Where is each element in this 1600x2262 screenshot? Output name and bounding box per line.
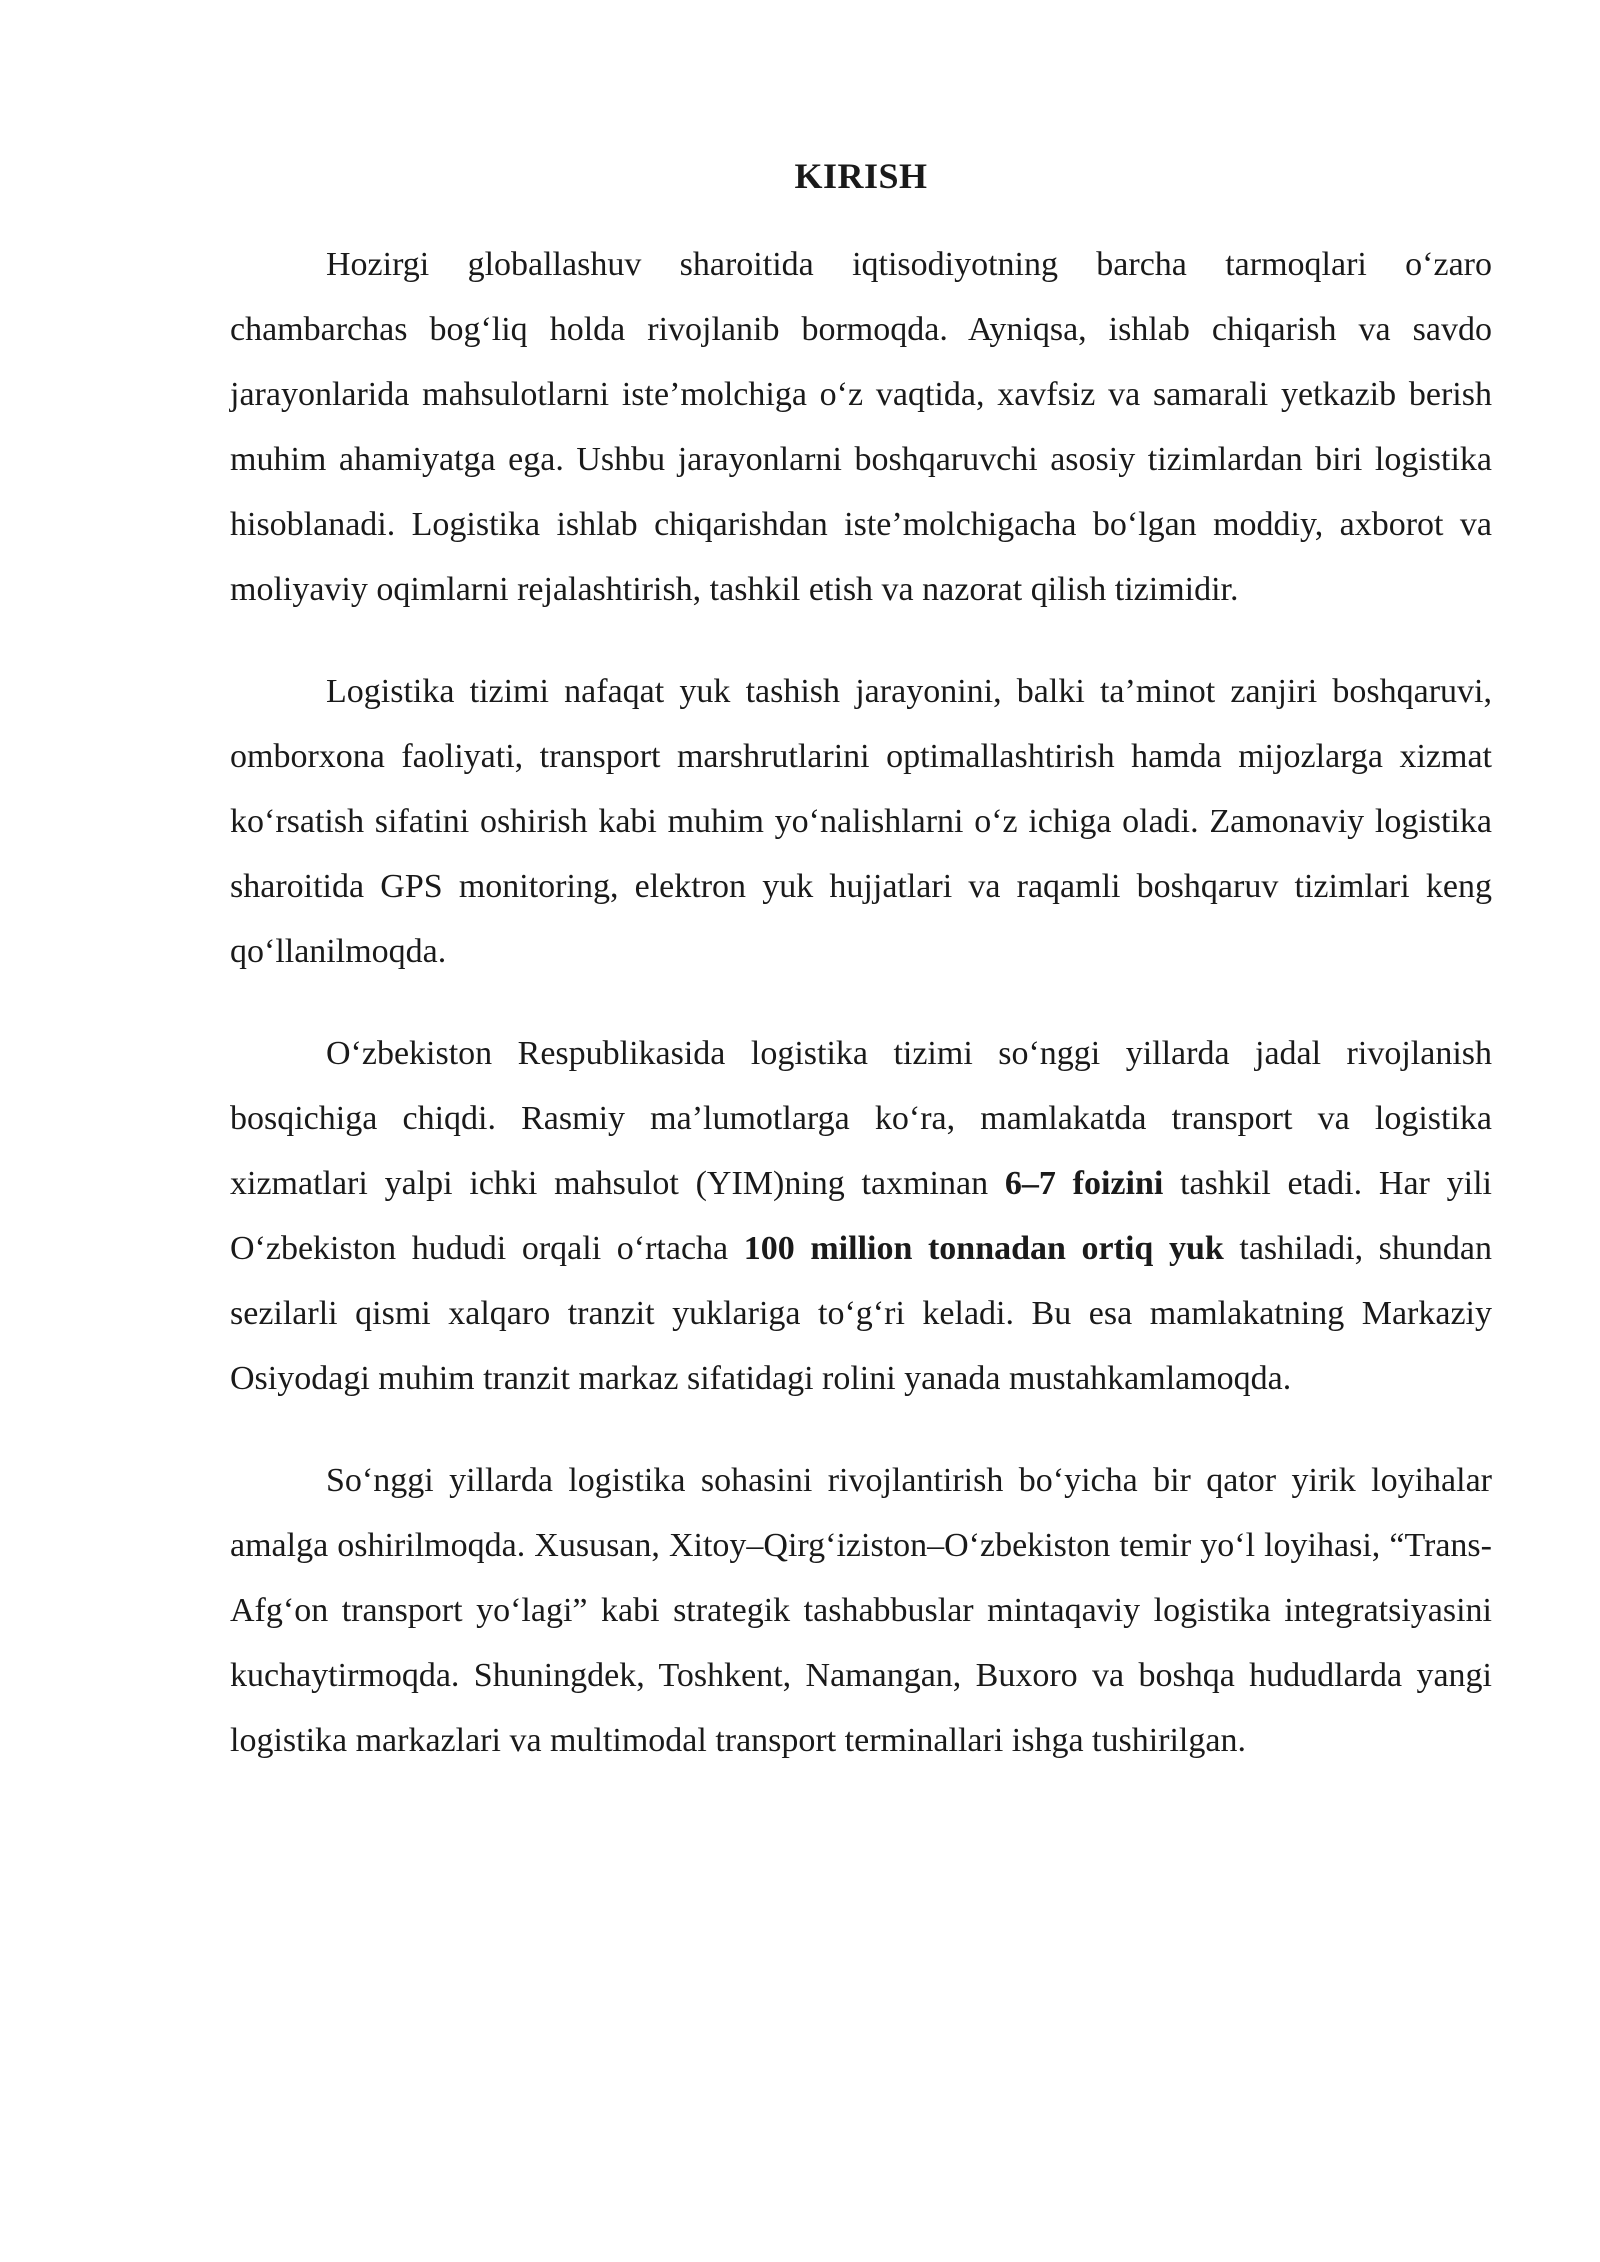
bold-text: 6–7 foizini — [1004, 1165, 1164, 1202]
body-paragraph-1 — [230, 232, 1492, 622]
paragraph-text: tashkil etadi. Har yili O‘zbekiston hududi orqali o‘rtacha — [230, 1165, 1492, 1267]
paragraph-text: Hozirgi globallashuv sharoitida iqtisodiyotning barcha tarmoqlari o‘zaro chambarchas bog‘liq holda rivojlanib bormoqda. Ayniqsa, ishlab chiqarish va savdo jarayonlarida mahsulotlarni iste’molchiga o‘z vaqtida, xavfsiz va samarali yetkazib berish muhim ahamiyatga ega. Ushbu jarayonlarni boshqaruvchi asosiy tizimlardan biri logistika hisoblanadi. Logistika ishlab chiqarishdan iste’molchigacha bo‘lgan moddiy, axborot va moliyaviy oqimlarni rejalashtirish, tashkil etish va nazorat qilish tizimidir. — [230, 246, 1492, 608]
paragraph-text: Logistika tizimi nafaqat yuk tashish jarayonini, balki ta’minot zanjiri boshqaruvi, omborxona faoliyati, transport marshrutlarini optimallashtirish hamda mijozlarga xizmat ko‘rsatish sifatini oshirish kabi muhim yo‘nalishlarni o‘z ichiga oladi. Zamonaviy logistika sharoitida GPS monitoring, elektron yuk hujjatlari va raqamli boshqaruv tizimlari keng qo‘llanilmoqda. — [230, 673, 1492, 970]
body-paragraph-3 — [230, 1021, 1492, 1411]
paragraph-text: O‘zbekiston Respublikasida logistika tizimi so‘nggi yillarda jadal rivojlanish bosqichiga chiqdi. Rasmiy ma’lumotlarga ko‘ra, mamlakatda transport va logistika xizmatlari yalpi ichki mahsulot (YIM)ning taxminan — [230, 1035, 1492, 1202]
body-paragraph-2 — [230, 659, 1492, 984]
body-paragraph-4 — [230, 1448, 1492, 1773]
document-body — [230, 232, 1492, 1773]
paragraph-text: So‘nggi yillarda logistika sohasini rivojlantirish bo‘yicha bir qator yirik loyihalar amalga oshirilmoqda. Xususan, Xitoy–Qirg‘iziston–O‘zbekiston temir yo‘l loyihasi, “Trans-Afg‘on transport yo‘lagi” kabi strategik tashabbuslar mintaqaviy logistika integratsiyasini kuchaytirmoqda. Shuningdek, Toshkent, Namangan, Buxoro va boshqa hududlarda yangi logistika markazlari va multimodal transport terminallari ishga tushirilgan. — [230, 1462, 1492, 1759]
paragraph-text: tashiladi, shundan sezilarli qismi xalqaro tranzit yuklariga to‘g‘ri keladi. Bu esa mamlakatning Markaziy Osiyodagi muhim tranzit markaz sifatidagi rolini yanada mustahkamlamoqda. — [230, 1230, 1493, 1397]
bold-text: 100 million tonnadan ortiq yuk — [743, 1230, 1224, 1267]
page-title: KIRISH — [794, 156, 928, 196]
document-page — [230, 150, 1492, 1810]
